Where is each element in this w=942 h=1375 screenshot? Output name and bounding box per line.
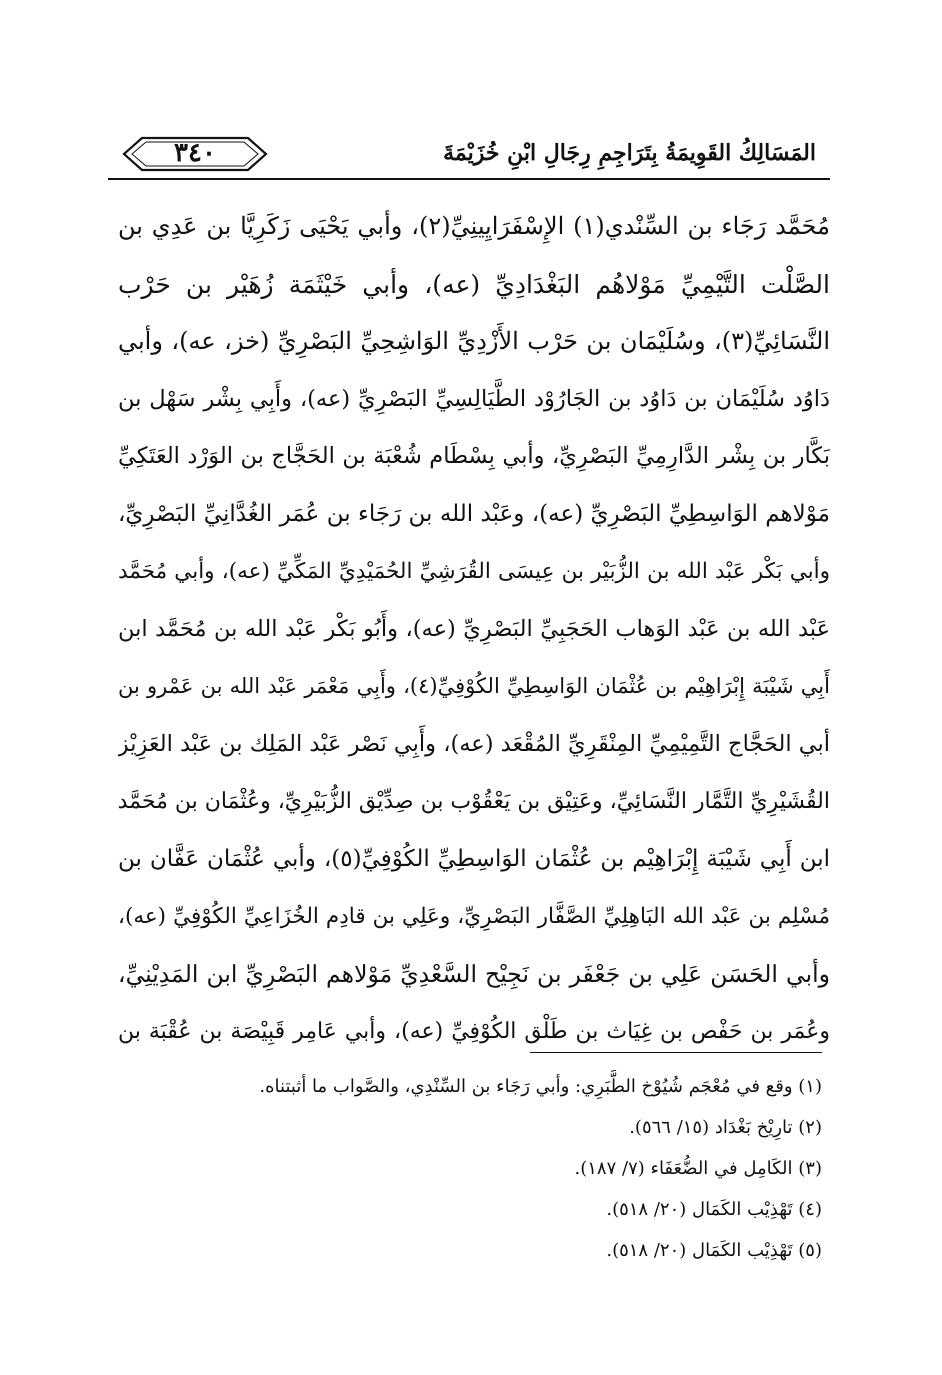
text-line: وأبي الحَسَن عَلِي بن جَعْفَر بن نَجِيْح السَّعْدِيِّ مَوْلاهم البَصْرِيِّ ابن المَدِيْنِيِّ، xyxy=(118,959,830,988)
running-header xyxy=(108,132,830,182)
footnote-5: (٥) تَهْذِيْب الكَمَال (٢٠/ ٥١٨). xyxy=(606,1240,822,1261)
text-line: وعُمَر بن حَفْص بن غِيَاث بن طَلْق الكُوْفِيِّ (عه)، وأبي عَامِر قَبِيْصَة بن عُقْبَة بن xyxy=(118,1019,830,1044)
book-title: المَسَالِكُ القَوِيمَةُ بِتَرَاجِمِ رِجَالِ ابْنِ خُزَيْمَةَ xyxy=(443,140,816,166)
footnote-2: (٢) تارِيْخ بَغْدَاد (١٥/ ٥٦٦). xyxy=(629,1117,822,1138)
text-line: ابن أَبِي شَيْبَة إِبْرَاهِيْم بن عُثْمَان الوَاسِطِيِّ الكُوْفِيِّ(٥)، وأبي عُثْمَان عَفَّان بن xyxy=(118,845,830,872)
text-line: مَوْلاهم الوَاسِطِيِّ البَصْرِيِّ (عه)، وعَبْد الله بن رَجَاء بن عُمَر الغُدَّانِيِّ البَصْرِيِّ، xyxy=(118,500,830,527)
text-line: أَبِي شَيْبَة إِبْرَاهِيْم بن عُثْمَان الوَاسِطِيِّ الكُوْفِيِّ(٤)، وأَبِي مَعْمَر عَبْد الله بن عَمْرو بن xyxy=(118,674,830,698)
text-line: مُحَمَّد رَجَاء بن السِّنْدي(١) الإِسْفَرَايِينِيِّ(٢)، وأبي يَحْيَى زَكَرِيَّا بن عَدِي بن xyxy=(118,212,830,240)
text-line: النَّسَائِيِّ(٣)، وسُلَيْمَان بن حَرْب الأَزْدِيِّ الوَاشِحِيِّ البَصْرِيِّ (خز، عه)، وأبي xyxy=(118,327,830,355)
footnote-1: (١) وقع في مُعْجَم شُيُوْخ الطَّبَرِي: وأبي رَجَاء بن السِّنْدِي، والصَّواب ما أثبتناه. xyxy=(259,1076,822,1097)
text-line: وأبي بَكْر عَبْد الله بن الزُّبَيْر بن عِيسَى القُرَشِيِّ الحُمَيْدِيِّ المَكِّيِّ (عه)، وأبي مُحَمَّد xyxy=(118,559,830,584)
page-number: ٣٤٠ xyxy=(174,138,216,168)
page-number-badge xyxy=(120,132,270,176)
footnote-3: (٣) الكَامِل في الضُّعَفَاء (٧/ ١٨٧). xyxy=(574,1158,822,1179)
main-text xyxy=(118,198,830,1061)
footnote-4: (٤) تَهْذِيْب الكَمَال (٢٠/ ٥١٨). xyxy=(606,1199,822,1220)
footnote-separator xyxy=(530,1052,822,1053)
text-line: بَكَّار بن بِشْر الدَّارِمِيِّ البَصْرِيِّ، وأبي بِسْطَام شُعْبَة بن الحَجَّاج بن الوَرْد العَتَكِيِّ xyxy=(118,443,830,469)
text-line: أبي الحَجَّاج التَّمِيْمِيِّ المِنْقَرِيِّ المُقْعَد (عه)، وأَبِي نَصْر عَبْد المَلِك بن عَبْد العَزِيْز xyxy=(118,730,830,757)
text-line: مُسْلِم بن عَبْد الله البَاهِلِيِّ الصَّفَّار البَصْرِيِّ، وعَلِي بن قادِم الخُزَاعِيِّ الكُوْفِيِّ (عه)، xyxy=(118,904,830,929)
text-line: القُشَيْرِيِّ التَّمَّار النَّسَائِيِّ، وعَتِيْق بن يَعْقُوْب بن صِدِّيْق الزُّبَيْرِيِّ، وعُثْمَان بن مُحَمَّد xyxy=(118,789,830,814)
text-line: الصَّلْت التَّيْمِيِّ مَوْلاهُم البَغْدَادِيِّ (عه)، وأبي خَيْثَمَة زُهَيْر بن حَرْب xyxy=(118,269,830,299)
text-line: عَبْد الله بن عَبْد الوَهاب الحَجَبِيِّ البَصْرِيِّ (عه)، وأَبُو بَكْر عَبْد الله بن مُحَمَّد ابن xyxy=(118,615,830,642)
header-rule xyxy=(108,178,830,180)
text-line: دَاوُد سُلَيْمَان بن دَاوُد بن الجَارُوْد الطَّيَالِسِيِّ البَصْرِيِّ (عه)، وأَبِي بِشْر سَهْل بن xyxy=(118,385,830,412)
footnotes xyxy=(190,1068,822,1273)
